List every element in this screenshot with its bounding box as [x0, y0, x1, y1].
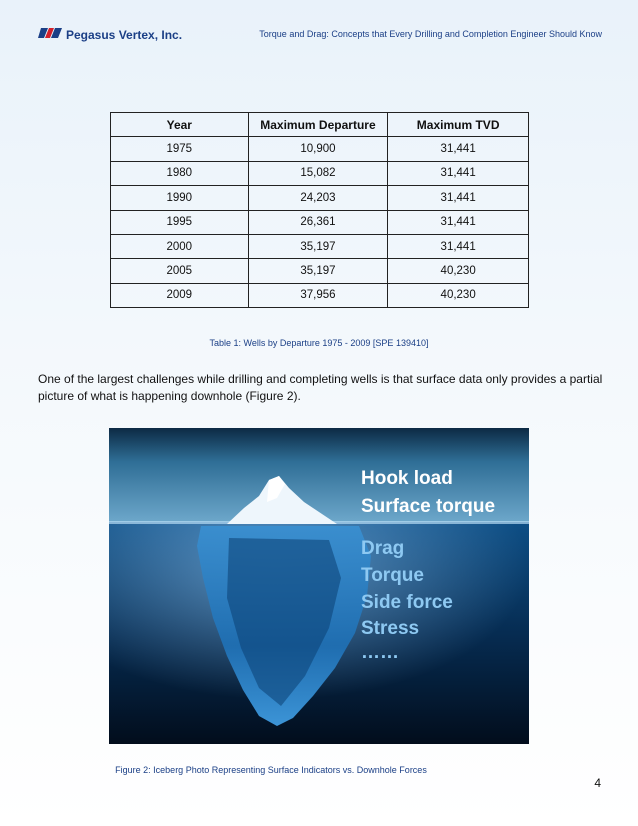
- cell-departure: 24,203: [248, 186, 388, 210]
- cell-departure: 15,082: [248, 161, 388, 185]
- label-hook-load: Hook load: [361, 468, 453, 489]
- document-title: Torque and Drag: Concepts that Every Drilling and Completion Engineer Should Know: [259, 29, 602, 39]
- cell-departure: 10,900: [248, 137, 388, 161]
- departure-table: [110, 112, 529, 308]
- cell-year: 1980: [111, 161, 249, 185]
- label-surface-torque: Surface torque: [361, 496, 496, 517]
- table-row: [111, 137, 529, 161]
- table-row: [111, 259, 529, 283]
- cell-year: 1995: [111, 210, 249, 234]
- cell-tvd: 40,230: [388, 283, 529, 307]
- table-caption: Table 1: Wells by Departure 1975 - 2009 [SPE 139410]: [209, 338, 429, 348]
- cell-departure: 35,197: [248, 259, 388, 283]
- iceberg-figure: [109, 428, 529, 744]
- cell-tvd: 40,230: [388, 259, 529, 283]
- iceberg-image: [109, 428, 529, 744]
- label-torque: Torque: [361, 565, 424, 586]
- company-name: Pegasus Vertex, Inc.: [66, 28, 183, 42]
- cell-year: 2005: [111, 259, 249, 283]
- cell-departure: 37,956: [248, 283, 388, 307]
- table-header-row: [111, 113, 529, 137]
- cell-tvd: 31,441: [388, 137, 529, 161]
- table-row: [111, 186, 529, 210]
- cell-tvd: 31,441: [388, 186, 529, 210]
- cell-year: 1990: [111, 186, 249, 210]
- cell-year: 1975: [111, 137, 249, 161]
- cell-departure: 26,361: [248, 210, 388, 234]
- table-row: [111, 234, 529, 258]
- column-header-year: Year: [111, 113, 249, 137]
- label-stress: Stress: [361, 618, 420, 639]
- cell-departure: 35,197: [248, 234, 388, 258]
- cell-tvd: 31,441: [388, 234, 529, 258]
- cell-year: 2009: [111, 283, 249, 307]
- label-side-force: Side force: [361, 592, 453, 613]
- figure-caption: Figure 2: Iceberg Photo Representing Surface Indicators vs. Downhole Forces: [115, 765, 427, 775]
- cell-year: 2000: [111, 234, 249, 258]
- label-drag: Drag: [361, 538, 405, 559]
- label-ellipsis: ……: [361, 642, 399, 663]
- page-header: [0, 0, 638, 40]
- column-header-max-tvd: Maximum TVD: [388, 113, 529, 137]
- company-logo-icon: [38, 27, 62, 39]
- table-row: [111, 283, 529, 307]
- page-number: 4: [594, 776, 601, 790]
- cell-tvd: 31,441: [388, 210, 529, 234]
- cell-tvd: 31,441: [388, 161, 529, 185]
- table-row: [111, 210, 529, 234]
- body-paragraph: One of the largest challenges while drilling and completing wells is that surface data only provides a partial picture of what is happening downhole (Figure 2).: [38, 372, 603, 403]
- table-row: [111, 161, 529, 185]
- column-header-max-departure: Maximum Departure: [248, 113, 388, 137]
